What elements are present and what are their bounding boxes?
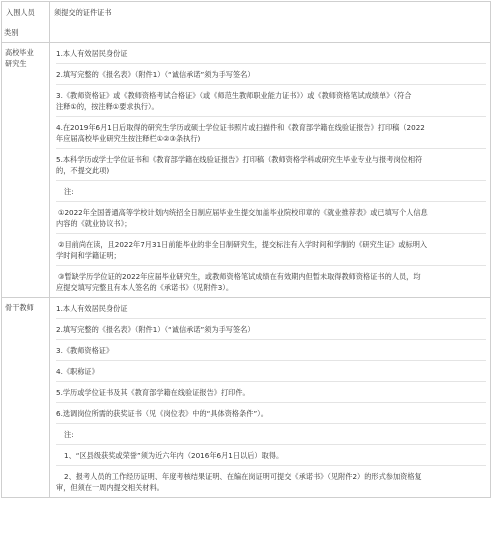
requirement-text: 学时间和学籍证明； xyxy=(56,251,121,260)
requirement-list xyxy=(50,298,490,497)
requirement-item xyxy=(56,444,486,465)
requirement-item xyxy=(56,465,486,497)
section-category-label: 高校毕业 研究生 xyxy=(5,48,34,68)
requirement-text: 4.《职称证》 xyxy=(56,367,99,376)
requirement-text: 5.本科学历或学士学位证书和《教育部学籍在线验证报告》打印稿（教师资格学科或研究生毕业专业与报考岗位相符 xyxy=(56,155,423,164)
requirement-text: 2.填写完整的《报名表》（附件1）（“诚信承诺”须为手写签名） xyxy=(56,325,255,334)
requirement-text: 注: xyxy=(64,187,74,196)
header-category-line2: 类别 xyxy=(4,28,19,37)
requirement-text: 审，但须在一周内提交相关材料。 xyxy=(56,483,164,492)
requirement-text: 注释①的，按注释①要求执行）。 xyxy=(56,102,159,111)
requirement-item xyxy=(56,43,486,63)
section-category-cell xyxy=(2,43,50,298)
requirement-text: ①2022年全国普通高等学校计划内统招全日制应届毕业生提交加盖毕业院校印章的《就业推荐表》或已填写个人信息 xyxy=(58,208,428,217)
requirement-text: 注: xyxy=(64,430,74,439)
requirement-item xyxy=(56,63,486,84)
requirement-text: 2.填写完整的《报名表》（附件1）（“诚信承诺”须为手写签名） xyxy=(56,70,255,79)
requirement-text: ③暂缺学历学位证的2022年应届毕业研究生，或教师资格笔试成绩在有效期内但暂未取得教师资格证书的人员，均 xyxy=(58,272,421,281)
requirement-item xyxy=(56,116,486,148)
section-items-cell xyxy=(50,43,491,298)
requirement-text: ②目前尚在读，且2022年7月31日前能毕业的非全日制研究生，提交标注有入学时间和学制的《研究生证》或标明入 xyxy=(58,240,428,249)
section-row-graduates xyxy=(2,43,491,298)
header-category-line1: 入围人员 xyxy=(6,8,35,17)
requirement-item xyxy=(56,201,486,233)
table-header-row xyxy=(2,2,491,43)
requirement-list xyxy=(50,43,490,297)
requirement-text: 的，不提交此项) xyxy=(56,166,110,175)
header-documents-label: 须提交的证件证书 xyxy=(54,8,112,17)
header-category-cell xyxy=(2,2,50,43)
section-row-backbone-teachers xyxy=(2,298,491,498)
requirement-item xyxy=(56,381,486,402)
requirement-text: 1.本人有效居民身份证 xyxy=(56,49,128,58)
section-category-cell xyxy=(2,298,50,498)
requirement-item xyxy=(56,298,486,318)
requirement-text: 内容的《就业协议书》； xyxy=(56,219,132,228)
requirement-item xyxy=(56,339,486,360)
requirement-item xyxy=(56,84,486,116)
certificate-requirements-table xyxy=(1,1,491,498)
section-items-cell xyxy=(50,298,491,498)
requirement-item xyxy=(56,318,486,339)
section-category-label: 骨干教师 xyxy=(5,303,34,312)
requirement-item xyxy=(56,423,486,444)
requirement-text: 年应届高校毕业研究生按注释栏①②③条执行) xyxy=(56,134,201,143)
requirement-item xyxy=(56,148,486,180)
requirement-item xyxy=(56,402,486,423)
requirement-item xyxy=(56,265,486,297)
header-documents-cell xyxy=(50,2,491,43)
requirement-text: 1.本人有效居民身份证 xyxy=(56,304,128,313)
requirement-text: 3.《教师资格证》 xyxy=(56,346,114,355)
requirement-item xyxy=(56,360,486,381)
requirement-item xyxy=(56,180,486,201)
requirement-item xyxy=(56,233,486,265)
requirement-text: 4.在2019年6月1日后取得的研究生学历或硕士学位证书照片或扫描件和《教育部学籍在线验证报告》打印稿（2022 xyxy=(56,123,425,132)
requirement-text: 应提交填写完整且有本人签名的《承诺书》（见附件3）。 xyxy=(56,283,234,292)
requirement-text: 6.选调岗位所需的获奖证书（见《岗位表》中的“具体资格条件”）。 xyxy=(56,409,268,418)
requirement-text: 5.学历或学位证书及其《教育部学籍在线验证报告》打印件。 xyxy=(56,388,250,397)
requirement-text: 1、“区县级获奖或荣誉”须为近六年内（2016年6月1日以后）取得。 xyxy=(64,451,284,460)
requirement-text: 2、报考人员的工作经历证明、年度考核结果证明、在编在岗证明可提交《承诺书》（见附件2）的形式参加资格复 xyxy=(64,472,422,481)
requirement-text: 3.《教师资格证》或《教师资格考试合格证》（或《师范生教师职业能力证书》）或《教师资格笔试成绩单》（符合 xyxy=(56,91,412,100)
